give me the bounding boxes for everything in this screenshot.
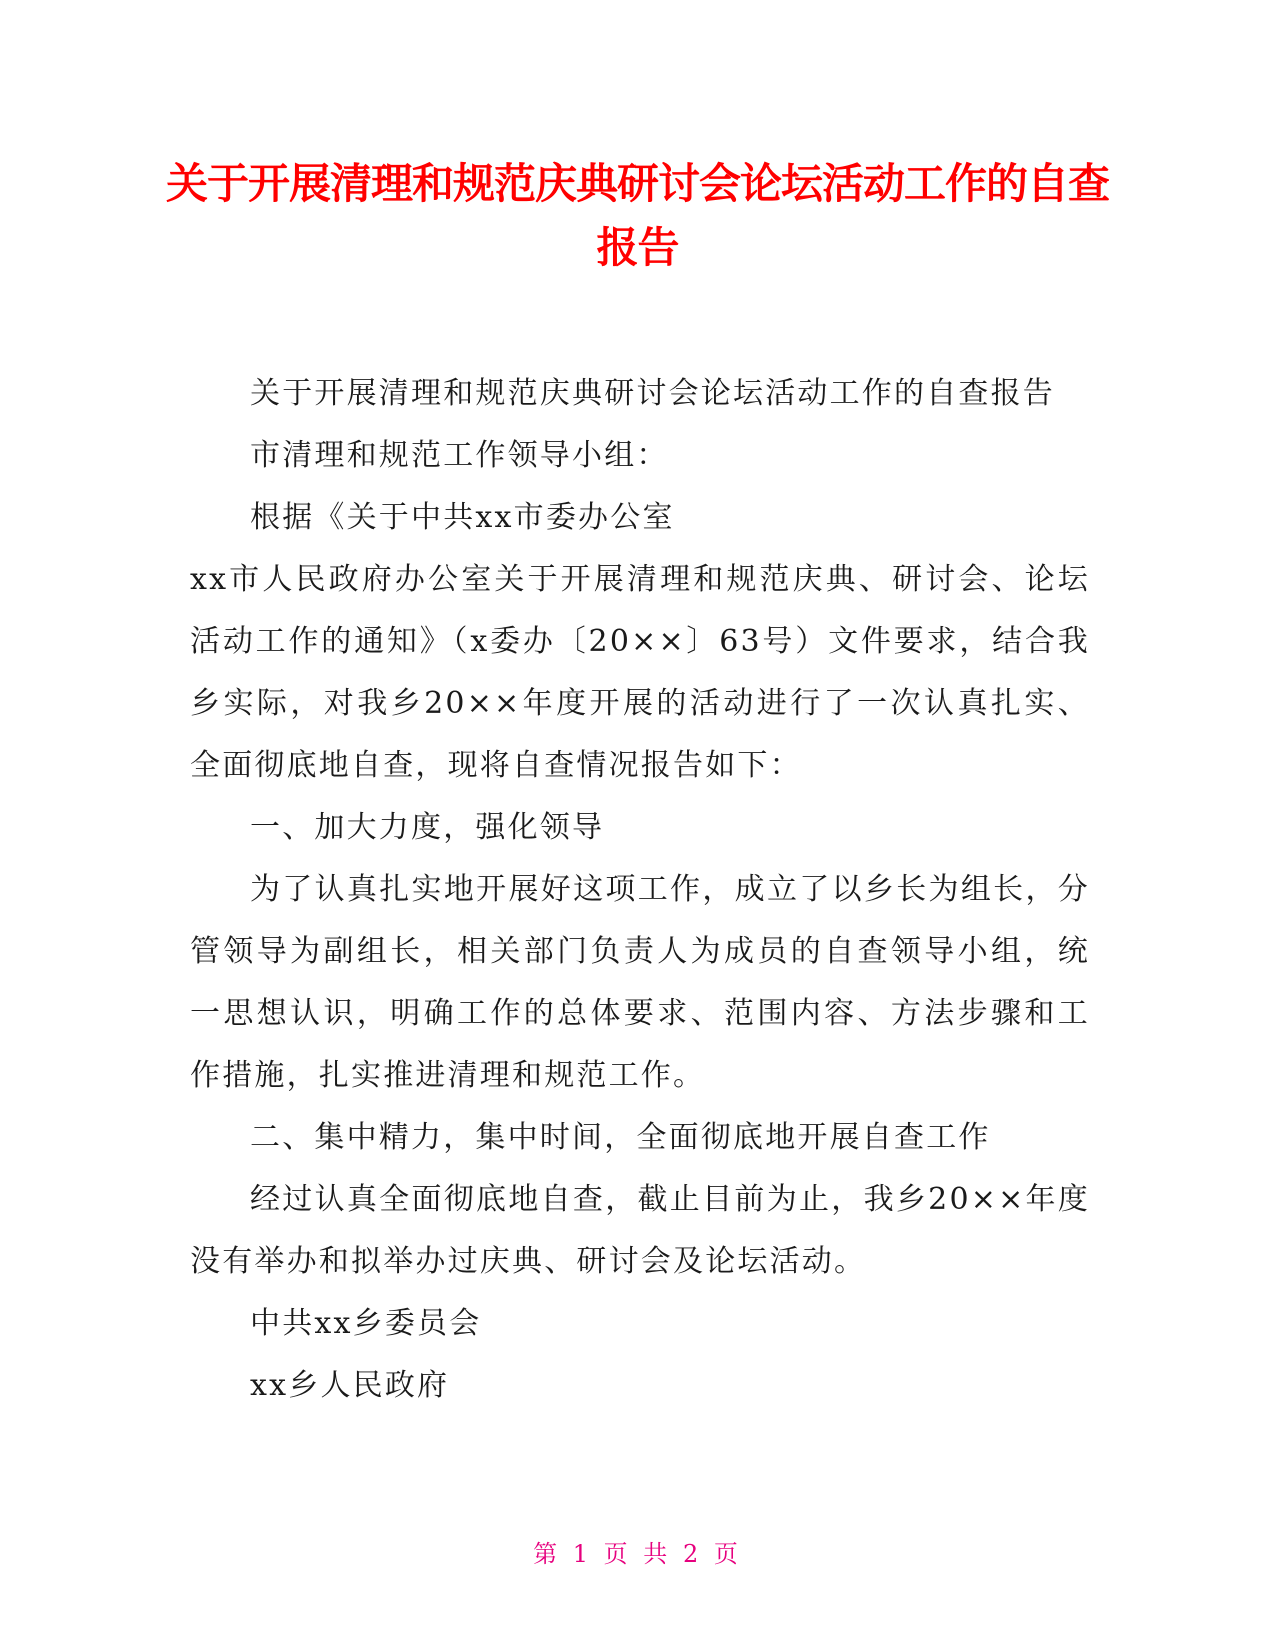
document-title: 关于开展清理和规范庆典研讨会论坛活动工作的自查报告 <box>165 159 1109 272</box>
page-number-footer: 第 1 页 共 2 页 <box>533 1540 742 1568</box>
section-heading-1: 一、加大力度，强化领导 <box>250 810 605 845</box>
document-body <box>190 363 1090 1417</box>
section-heading-2: 二、集中精力，集中时间，全面彻底地开展自查工作 <box>250 1120 991 1155</box>
paragraph-section-2: 经过认真全面彻底地自查，截止目前为止，我乡20××年度没有举办和拟举办过庆典、研讨会及论坛活动。 <box>190 1182 1090 1279</box>
signature-government: xx乡人民政府 <box>250 1368 450 1403</box>
paragraph-heading-repeat: 关于开展清理和规范庆典研讨会论坛活动工作的自查报告 <box>250 376 1055 411</box>
signature-party-committee: 中共xx乡委员会 <box>250 1306 482 1341</box>
paragraph-reference-body: xx市人民政府办公室关于开展清理和规范庆典、研讨会、论坛活动工作的通知》（x委办〔20××〕63号）文件要求，结合我乡实际，对我乡20××年度开展的活动进行了一次认真扎实、全面彻底地自查，现将自查情况报告如下： <box>190 562 1090 783</box>
paragraph-salutation: 市清理和规范工作领导小组： <box>250 438 669 473</box>
paragraph-reference-start: 根据《关于中共xx市委办公室 <box>250 500 675 535</box>
paragraph-section-1: 为了认真扎实地开展好这项工作，成立了以乡长为组长，分管领导为副组长，相关部门负责人为成员的自查领导小组，统一思想认识，明确工作的总体要求、范围内容、方法步骤和工作措施，扎实推进清理和规范工作。 <box>190 872 1090 1093</box>
